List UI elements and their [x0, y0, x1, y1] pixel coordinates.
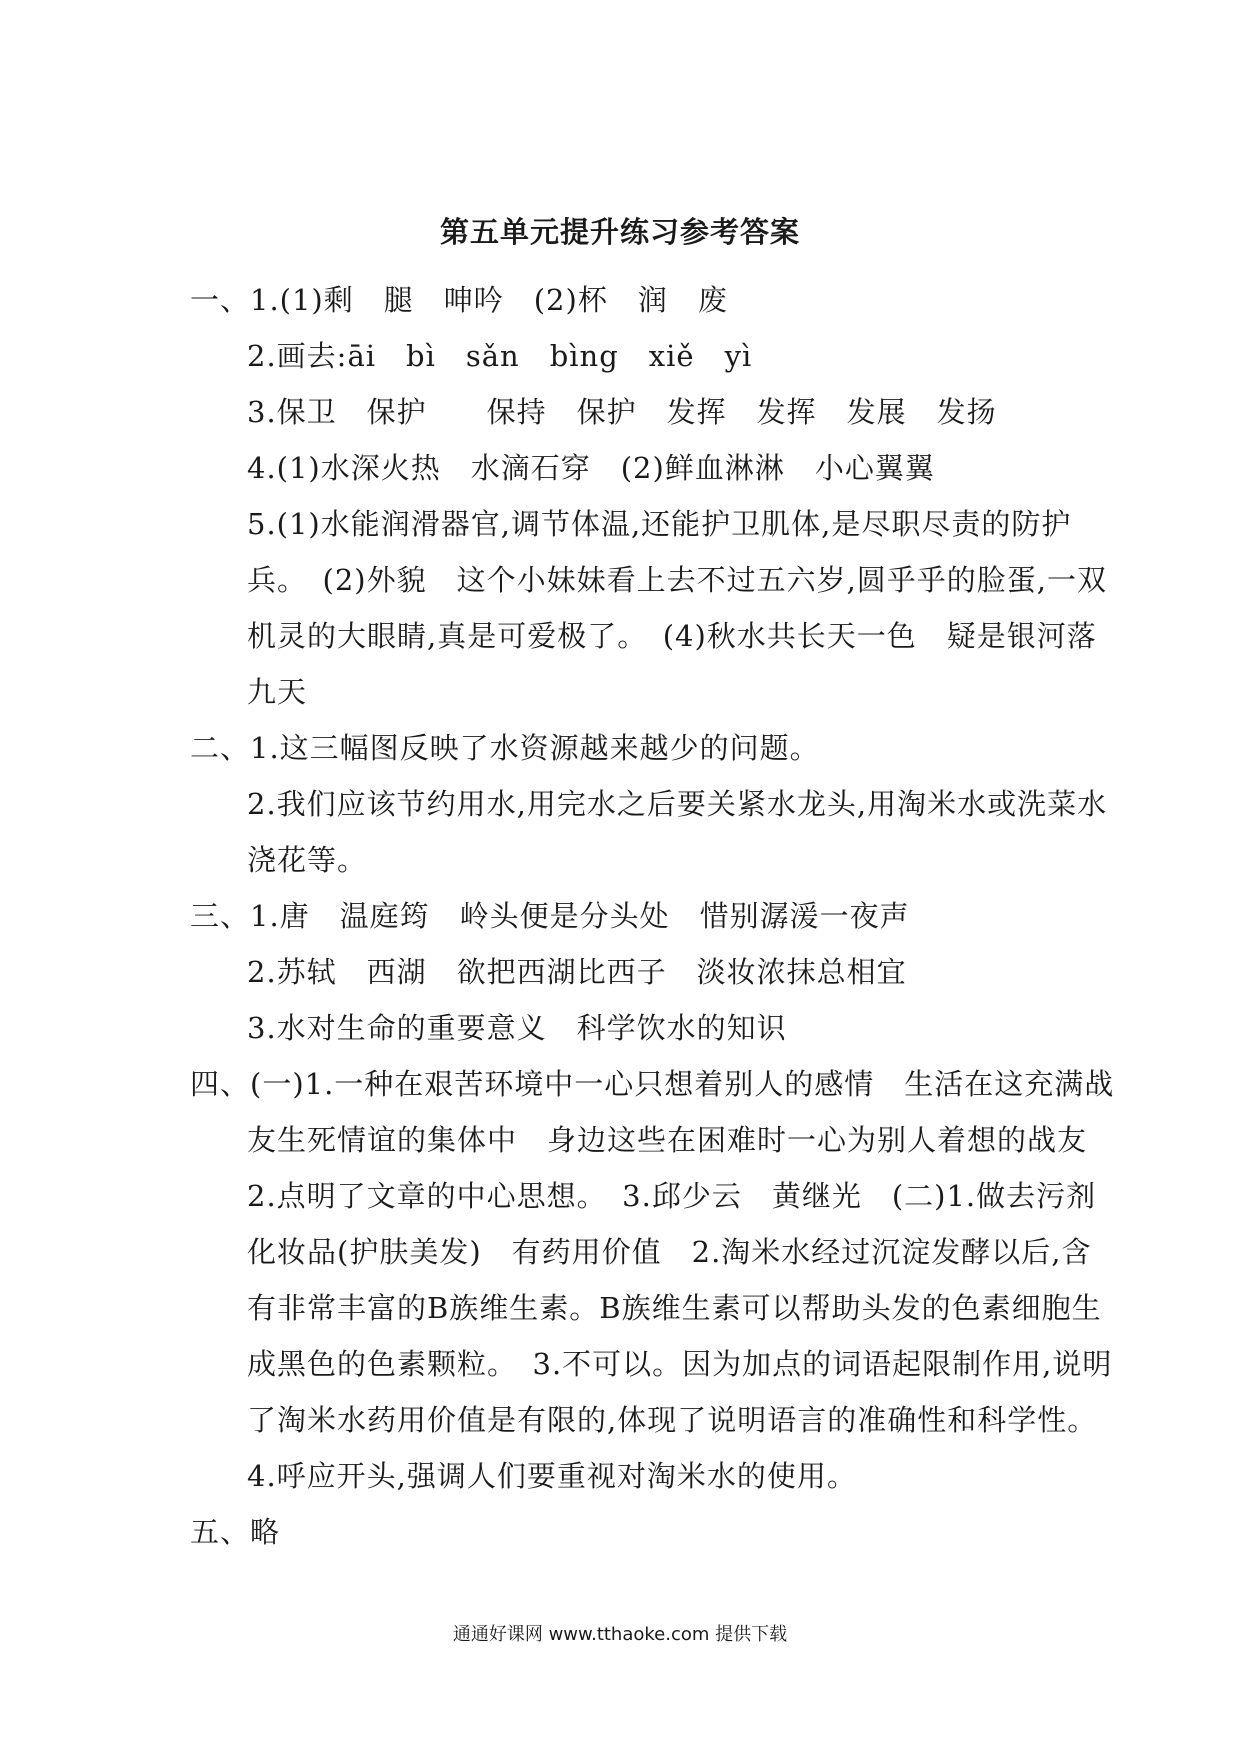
answer-line: 兵。 (2)外貌 这个小妹妹看上去不过五六岁,圆乎乎的脸蛋,一双	[247, 563, 1108, 597]
answer-line: 有非常丰富的B族维生素。B族维生素可以帮助头发的色素细胞生	[247, 1291, 1102, 1325]
answer-line: 3.保卫 保护 保持 保护 发挥 发挥 发展 发扬	[247, 395, 997, 429]
answer-line: 九天	[247, 675, 308, 709]
answer-line: 友生死情谊的集体中 身边这些在困难时一心为别人着想的战友	[247, 1123, 1088, 1157]
answer-line: 3.水对生命的重要意义 科学饮水的知识	[247, 1011, 787, 1045]
answer-line: 机灵的大眼睛,真是可爱极了。 (4)秋水共长天一色 疑是银河落	[247, 619, 1097, 653]
answer-line: 四、(一)1.一种在艰苦环境中一心只想着别人的感情 生活在这充满战	[190, 1067, 1115, 1101]
answer-line: 浇花等。	[247, 843, 368, 877]
answer-line: 二、1.这三幅图反映了水资源越来越少的问题。	[190, 731, 820, 765]
answer-line: 4.(1)水深火热 水滴石穿 (2)鲜血淋淋 小心翼翼	[247, 451, 935, 485]
answer-line: 2.画去:āi bì sǎn bìng xiě yì	[247, 339, 753, 373]
answer-line: 一、1.(1)剩 腿 呻吟 (2)杯 润 废	[190, 283, 728, 317]
answer-line: 五、略	[190, 1515, 281, 1549]
answer-line: 5.(1)水能润滑器官,调节体温,还能护卫肌体,是尽职尽责的防护	[247, 507, 1072, 541]
answer-line: 2.我们应该节约用水,用完水之后要关紧水龙头,用淘米水或洗菜水	[247, 787, 1108, 821]
page-footer: 通通好课网 www.tthaoke.com 提供下载	[452, 1624, 788, 1645]
answer-line: 4.呼应开头,强调人们要重视对淘米水的使用。	[247, 1459, 857, 1493]
answer-line: 三、1.唐 温庭筠 岭头便是分头处 惜别潺湲一夜声	[190, 899, 910, 933]
answer-line: 了淘米水药用价值是有限的,体现了说明语言的准确性和科学性。	[247, 1403, 1098, 1437]
answer-line: 成黑色的色素颗粒。 3.不可以。因为加点的词语起限制作用,说明	[247, 1347, 1113, 1381]
page-title: 第五单元提升练习参考答案	[439, 215, 800, 249]
answer-line: 2.点明了文章的中心思想。 3.邱少云 黄继光 (二)1.做去污剂	[247, 1179, 1097, 1213]
answer-line: 2.苏轼 西湖 欲把西湖比西子 淡妆浓抹总相宜	[247, 955, 907, 989]
answer-line: 化妆品(护肤美发) 有药用价值 2.淘米水经过沉淀发酵以后,含	[247, 1235, 1092, 1269]
